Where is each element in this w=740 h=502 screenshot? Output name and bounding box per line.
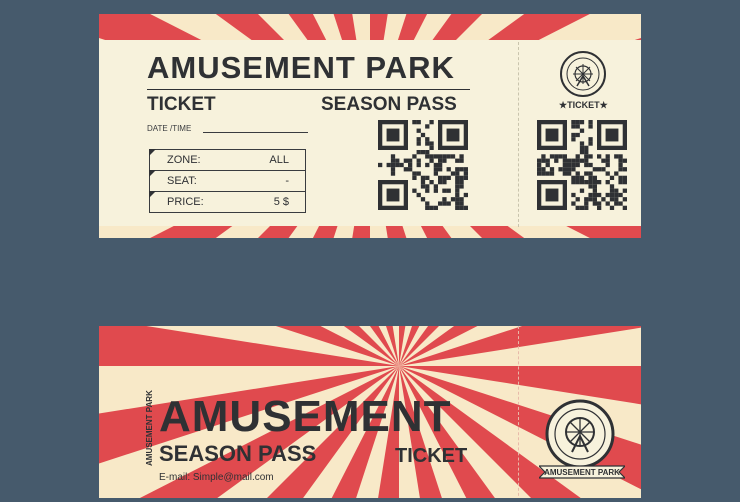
seat-field <box>149 170 306 192</box>
zone-field <box>149 149 306 171</box>
bottom-ticket-label: TICKET <box>395 445 468 467</box>
ticket-top-body <box>99 14 641 238</box>
ticket-top <box>95 10 645 242</box>
ticket-bottom-body <box>99 326 641 498</box>
seat-key: SEAT: <box>167 175 197 187</box>
bottom-perforation-line <box>518 326 519 498</box>
ticket-bottom <box>95 322 645 502</box>
date-time-label: DATE /TIME <box>147 124 192 133</box>
vertical-park-label: AMUSEMENT PARK <box>145 390 154 466</box>
ferris-wheel-seal-icon <box>544 398 616 470</box>
bottom-season-pass: SEASON PASS <box>159 441 317 466</box>
seat-value: - <box>285 175 289 187</box>
date-time-line <box>203 132 308 133</box>
stub-ticket-label: ★TICKET★ <box>559 100 608 110</box>
bottom-ticket-title: AMUSEMENT <box>159 392 452 441</box>
price-field <box>149 191 306 213</box>
price-value: 5 $ <box>273 196 289 208</box>
price-key: PRICE: <box>167 196 204 208</box>
email-text: E-mail: Simple@mail.com <box>159 472 274 483</box>
zone-key: ZONE: <box>167 154 201 166</box>
qr-code-stub <box>537 120 627 210</box>
title-divider <box>147 89 470 90</box>
seal-banner-icon <box>539 462 625 480</box>
ticket-title: AMUSEMENT PARK <box>147 50 455 85</box>
seal-banner-text: AMUSEMENT PARK <box>544 468 620 477</box>
qr-code-main <box>378 120 468 210</box>
season-pass-label: SEASON PASS <box>321 94 457 115</box>
perforation-line <box>518 42 519 227</box>
zone-value: ALL <box>269 154 289 166</box>
ticket-label: TICKET <box>147 94 216 115</box>
ferris-wheel-badge-icon <box>559 50 607 98</box>
stub-ticket-text: TICKET <box>567 100 600 110</box>
